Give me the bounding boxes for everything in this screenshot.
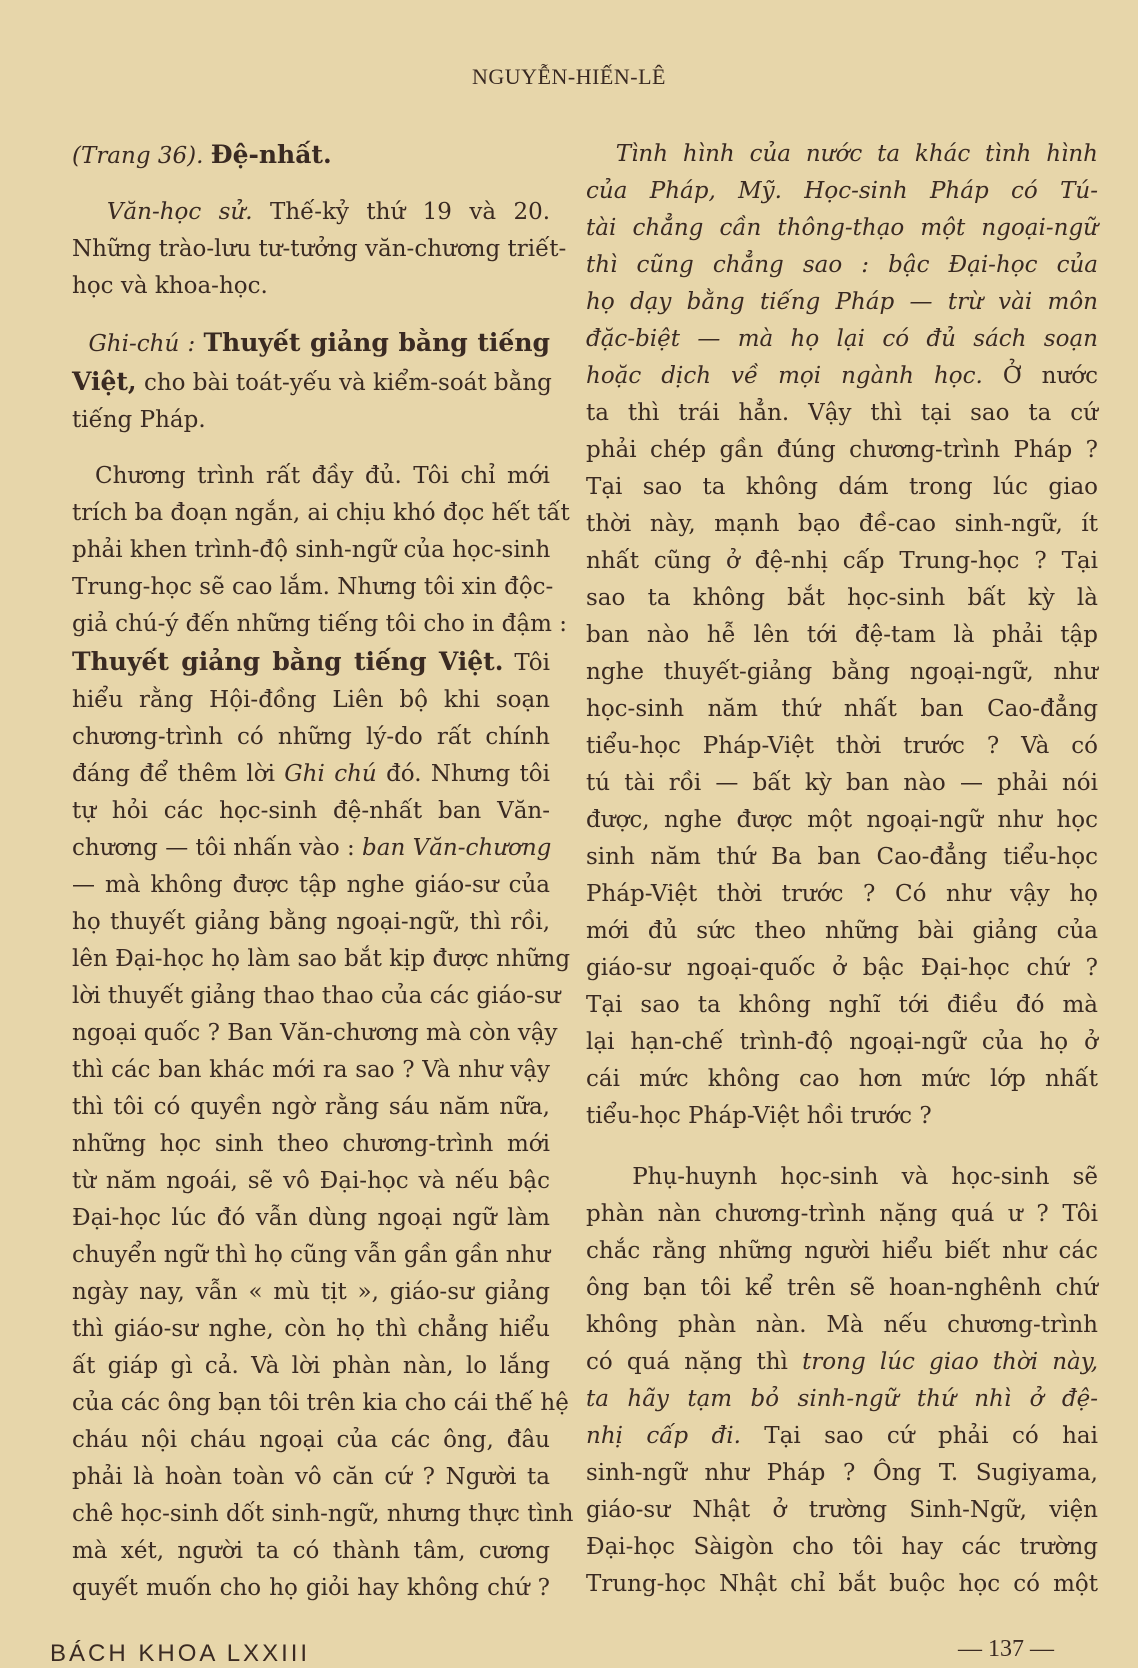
- text-line: ông bạn tôi kể trên sẽ hoan-nghênh chứ: [586, 1275, 1098, 1301]
- text-line: tự hỏi các học-sinh đệ-nhất ban Văn-: [72, 798, 550, 824]
- text-line: tiếng Pháp.: [72, 407, 206, 433]
- text-line: tiểu-học Pháp-Việt hồi trước ?: [586, 1103, 932, 1129]
- text-line: thì cũng chẳng sao : bậc Đại-học của: [586, 252, 1098, 278]
- text-line: Trung-học sẽ cao lắm. Nhưng tôi xin độc-: [72, 574, 554, 600]
- text-line: cháu nội cháu ngoại của các ông, đâu: [72, 1427, 550, 1453]
- paragraph: [72, 136, 550, 175]
- text-line: ta hãy tạm bỏ sinh-ngữ thứ nhì ở đệ-: [586, 1386, 1098, 1412]
- text-line: Chương trình rất đầy đủ. Tôi chỉ mới: [95, 463, 551, 489]
- text-line: học-sinh năm thứ nhất ban Cao-đẳng: [586, 696, 1098, 722]
- text-line: Tại sao ta không nghĩ tới điều đó mà: [586, 992, 1098, 1018]
- text-line: phàn nàn chương-trình nặng quá ư ? Tôi: [586, 1201, 1098, 1227]
- text-line: giáo-sư Nhật ở trường Sinh-Ngữ, viện: [586, 1497, 1098, 1523]
- note-bold: Việt,: [72, 367, 137, 396]
- text-line: không phàn nàn. Mà nếu chương-trình: [586, 1312, 1098, 1338]
- text-line: phải khen trình-độ sinh-ngữ của học-sinh: [72, 537, 551, 563]
- text-line: phải là hoàn toàn vô căn cứ ? Người ta: [72, 1464, 550, 1490]
- text-line: quyết muốn cho họ giỏi hay không chứ ?: [72, 1575, 550, 1601]
- text-line: nhị cấp đi. Tại sao cứ phải có hai: [586, 1423, 1098, 1449]
- subject-text: Thế-kỷ thứ 19 và 20.: [270, 199, 551, 225]
- text-line: tú tài rồi — bất kỳ ban nào — phải nói: [586, 770, 1098, 796]
- text-line: chê học-sinh dốt sinh-ngữ, nhưng thực tình: [72, 1501, 574, 1527]
- text-line: [72, 194, 550, 231]
- page-number: — 137 —: [958, 1636, 1054, 1662]
- subject-label: Văn-học sử.: [106, 199, 253, 225]
- class-heading: Đệ-nhất.: [210, 140, 332, 169]
- text-line: chắc rằng những người hiểu biết như các: [586, 1238, 1098, 1264]
- text-line: họ dạy bằng tiếng Pháp — trừ vài môn: [586, 289, 1098, 315]
- text-line: được, nghe được một ngoại-ngữ như học: [586, 807, 1098, 833]
- text-line: Phụ-huynh học-sinh và học-sinh sẽ: [632, 1164, 1098, 1190]
- paragraph: [586, 1159, 1098, 1603]
- text-line: mới đủ sức theo những bài giảng của: [586, 918, 1098, 944]
- text-line: nghe thuyết-giảng bằng ngoại-ngữ, như: [586, 659, 1098, 685]
- text-line: [72, 324, 550, 363]
- text-line: Đại-học lúc đó vẫn dùng ngoại ngữ làm: [72, 1205, 550, 1231]
- text-line: đặc-biệt — mà họ lại có đủ sách soạn: [586, 326, 1098, 352]
- text-line: lại hạn-chế trình-độ ngoại-ngữ của họ ở: [586, 1029, 1098, 1055]
- note-text: cho bài toát-yếu và kiểm-soát bằng: [143, 370, 552, 396]
- text-line: giáo-sư ngoại-quốc ở bậc Đại-học chứ ?: [586, 955, 1098, 981]
- text-line: nhất cũng ở đệ-nhị cấp Trung-học ? Tại: [586, 548, 1098, 574]
- text-line: từ năm ngoái, sẽ vô Đại-học và nếu bậc: [72, 1168, 550, 1194]
- bold-phrase: Thuyết giảng bằng tiếng Việt.: [72, 647, 504, 676]
- text-line: Những trào-lưu tư-tưởng văn-chương triết-: [72, 236, 567, 262]
- text-line: ngoại quốc ? Ban Văn-chương mà còn vậy: [72, 1020, 558, 1046]
- text-line: chuyển ngữ thì họ cũng vẫn gần gần như: [72, 1242, 551, 1268]
- text-line: của Pháp, Mỹ. Học-sinh Pháp có Tú-: [586, 178, 1098, 204]
- text-line: cái mức không cao hơn mức lớp nhất: [586, 1066, 1098, 1092]
- text-line: hiểu rằng Hội-đồng Liên bộ khi soạn: [72, 687, 550, 713]
- text-line: thì giáo-sư nghe, còn họ thì chẳng hiểu: [72, 1316, 550, 1342]
- text-line: trích ba đoạn ngắn, ai chịu khó đọc hết tất: [72, 500, 570, 526]
- text-line: Trung-học Nhật chỉ bắt buộc học có một: [586, 1571, 1098, 1597]
- text-line: thời này, mạnh bạo đề-cao sinh-ngữ, ít: [586, 511, 1098, 537]
- text-line: ta thì trái hẳn. Vậy thì tại sao ta cứ: [586, 400, 1098, 426]
- text-line: Đại-học Sàigòn cho tôi hay các trường: [586, 1534, 1098, 1560]
- text-line: ban nào hễ lên tới đệ-tam là phải tập: [586, 622, 1098, 648]
- text-line: Tại sao ta không dám trong lúc giao: [586, 474, 1098, 500]
- text-line: hoặc dịch về mọi ngành học. Ở nước: [586, 363, 1099, 389]
- text-line: lời thuyết giảng thao thao của các giáo-sư: [72, 983, 561, 1009]
- text-line: ất giáp gì cả. Và lời phàn nàn, lo lắng: [72, 1353, 550, 1379]
- text-line: những học sinh theo chương-trình mới: [72, 1131, 550, 1157]
- text-line: Pháp-Việt thời trước ? Có như vậy họ: [586, 881, 1098, 907]
- text-line: chương-trình có những lý-do rất chính: [72, 724, 550, 750]
- paragraph: [586, 136, 1098, 1135]
- text-line: sinh-ngữ như Pháp ? Ông T. Sugiyama,: [586, 1460, 1098, 1486]
- right-column: [586, 136, 1098, 1622]
- text-line: tiểu-học Pháp-Việt thời trước ? Và có: [586, 733, 1098, 759]
- text-line: mà xét, người ta có thành tâm, cương: [72, 1538, 550, 1564]
- paragraph: [72, 324, 550, 439]
- text-line: phải chép gần đúng chương-trình Pháp ?: [586, 437, 1098, 463]
- text-line: sinh năm thứ Ba ban Cao-đẳng tiểu-học: [586, 844, 1098, 870]
- text-line: có quá nặng thì trong lúc giao thời này,: [586, 1349, 1099, 1375]
- note-label: Ghi-chú :: [88, 331, 196, 357]
- paragraph: [72, 458, 574, 1607]
- text-line: học và khoa-học.: [72, 273, 268, 299]
- text-line: chương — tôi nhấn vào : ban Văn-chương: [72, 835, 552, 861]
- text-line: tài chẳng cần thông-thạo một ngoại-ngữ: [586, 215, 1098, 241]
- text-line: giả chú-ý đến những tiếng tôi cho in đậm :: [72, 611, 567, 637]
- text-line: sao ta không bắt học-sinh bất kỳ là: [586, 585, 1098, 611]
- text-line: lên Đại-học họ làm sao bắt kịp được những: [72, 946, 571, 972]
- note-bold: Thuyết giảng bằng tiếng: [203, 328, 550, 357]
- text-line: họ thuyết giảng bằng ngoại-ngữ, thì rồi,: [72, 909, 550, 935]
- page-ref: (Trang 36).: [72, 143, 204, 169]
- text-line: ngày nay, vẫn « mù tịt », giáo-sư giảng: [72, 1279, 550, 1305]
- text-line: [72, 363, 550, 402]
- text-line: thì tôi có quyền ngờ rằng sáu năm nữa,: [72, 1094, 550, 1120]
- running-header: NGUYỄN-HIẾN-LÊ: [472, 64, 666, 89]
- text-line: — mà không được tập nghe giáo-sư của: [72, 872, 550, 898]
- text-line: đáng để thêm lời Ghi chú đó. Nhưng tôi: [72, 761, 550, 787]
- text-line: [72, 136, 550, 175]
- text-line: Tình hình của nước ta khác tình hình: [615, 141, 1098, 167]
- text-line: thì các ban khác mới ra sao ? Và như vậy: [72, 1057, 550, 1083]
- paragraph: [72, 194, 567, 305]
- text-line: của các ông bạn tôi trên kia cho cái thế hệ: [72, 1390, 569, 1416]
- left-column: [72, 136, 574, 1626]
- journal-footer: BÁCH KHOA LXXIII: [50, 1640, 311, 1667]
- text-line: Thuyết giảng bằng tiếng Việt. Tôi: [72, 647, 551, 676]
